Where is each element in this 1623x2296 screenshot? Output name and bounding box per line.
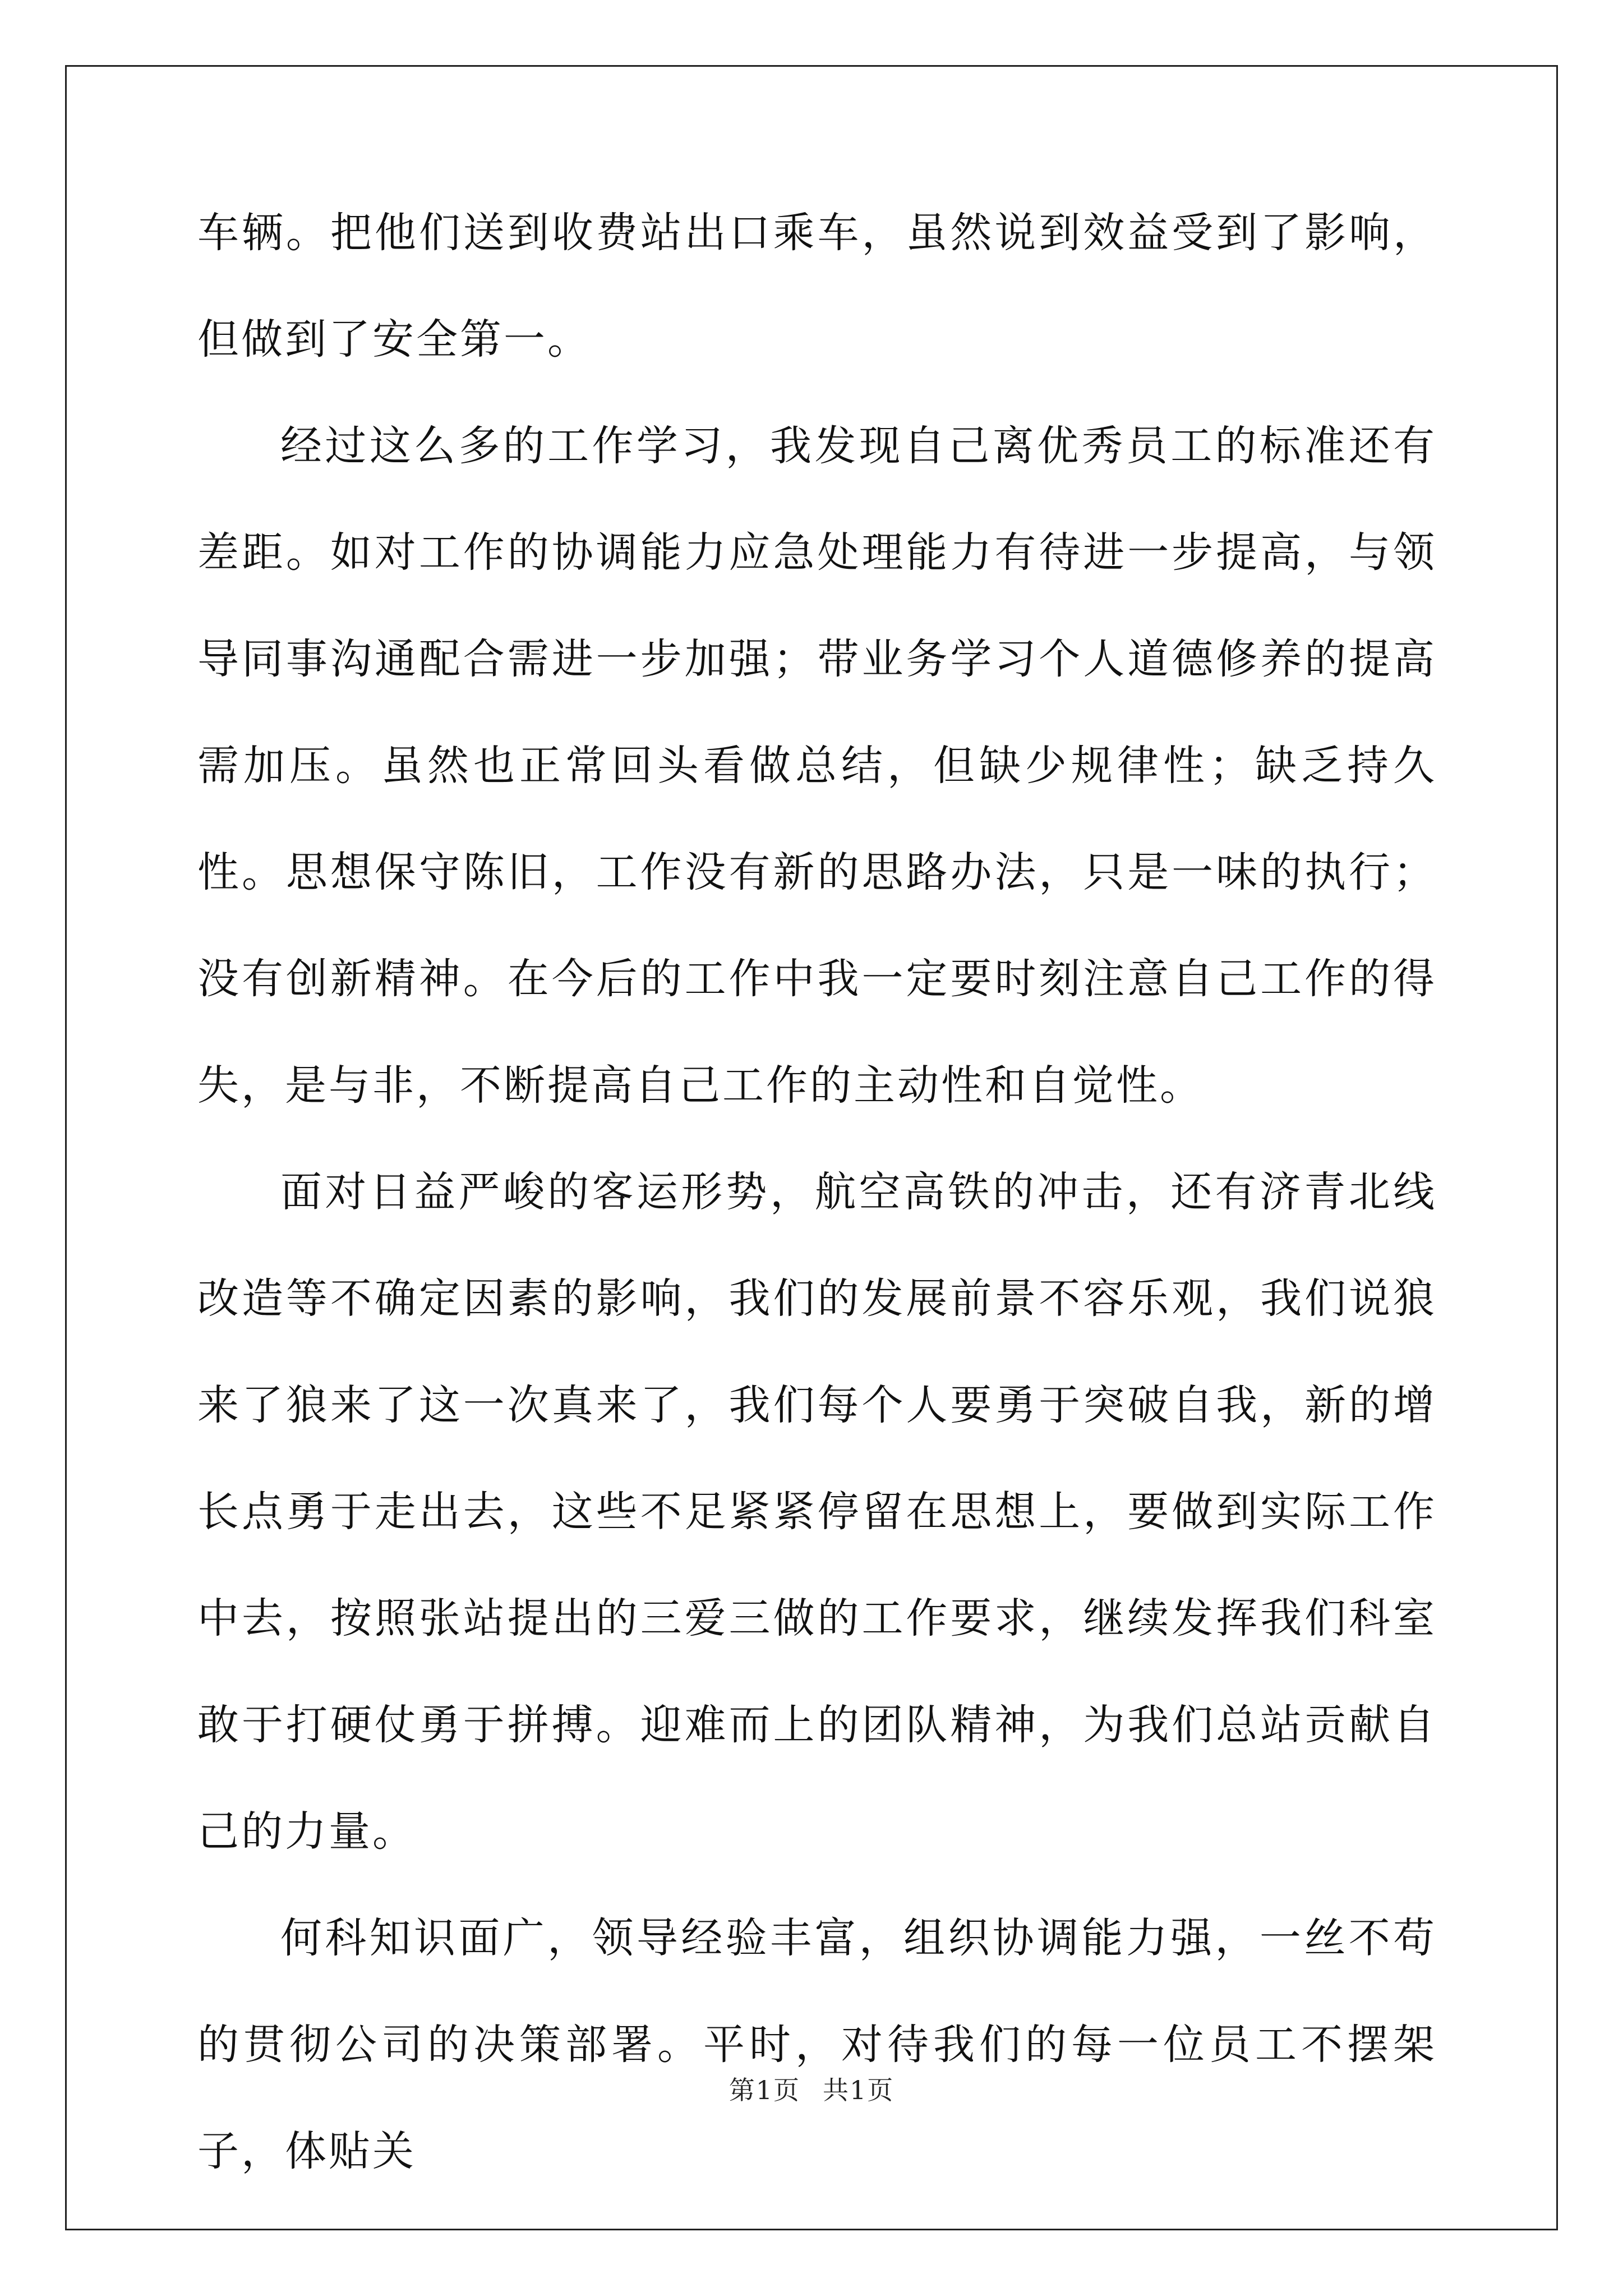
document-body — [197, 180, 1437, 2205]
paragraph-2: 经过这么多的工作学习，我发现自己离优秀员工的标准还有差距。如对工作的协调能力应急处理能力有待进一步提高，与领导同事沟通配合需进一步加强；带业务学习个人道德修养的提高需加压。虽然也正常回头看做总结，但缺少规律性；缺乏持久性。思想保守陈旧，工作没有新的思路办法，只是一味的执行；没有创新精神。在今后的工作中我一定要时刻注意自己工作的得失，是与非，不断提高自己工作的主动性和自觉性。 — [197, 422, 1437, 1110]
page-footer — [0, 2070, 1623, 2107]
page-total: 共1页 — [823, 2075, 895, 2105]
paragraph-1: 车辆。把他们送到收费站出口乘车，虽然说到效益受到了影响，但做到了安全第一。 — [197, 209, 1437, 364]
page-number: 第1页 — [728, 2075, 800, 2105]
paragraph-3: 面对日益严峻的客运形势，航空高铁的冲击，还有济青北线改造等不确定因素的影响，我们的发展前景不容乐观，我们说狼来了狼来了这一次真来了，我们每个人要勇于突破自我，新的增长点勇于走出去，这些不足紧紧停留在思想上，要做到实际工作中去，按照张站提出的三爱三做的工作要求，继续发挥我们科室敢于打硬仗勇于拼搏。迎难而上的团队精神，为我们总站贡献自己的力量。 — [197, 1168, 1437, 1856]
paragraph-4: 何科知识面广，领导经验丰富，组织协调能力强，一丝不苟的贯彻公司的决策部署。平时，对待我们的每一位员工不摆架子，体贴关 — [197, 1914, 1437, 2175]
